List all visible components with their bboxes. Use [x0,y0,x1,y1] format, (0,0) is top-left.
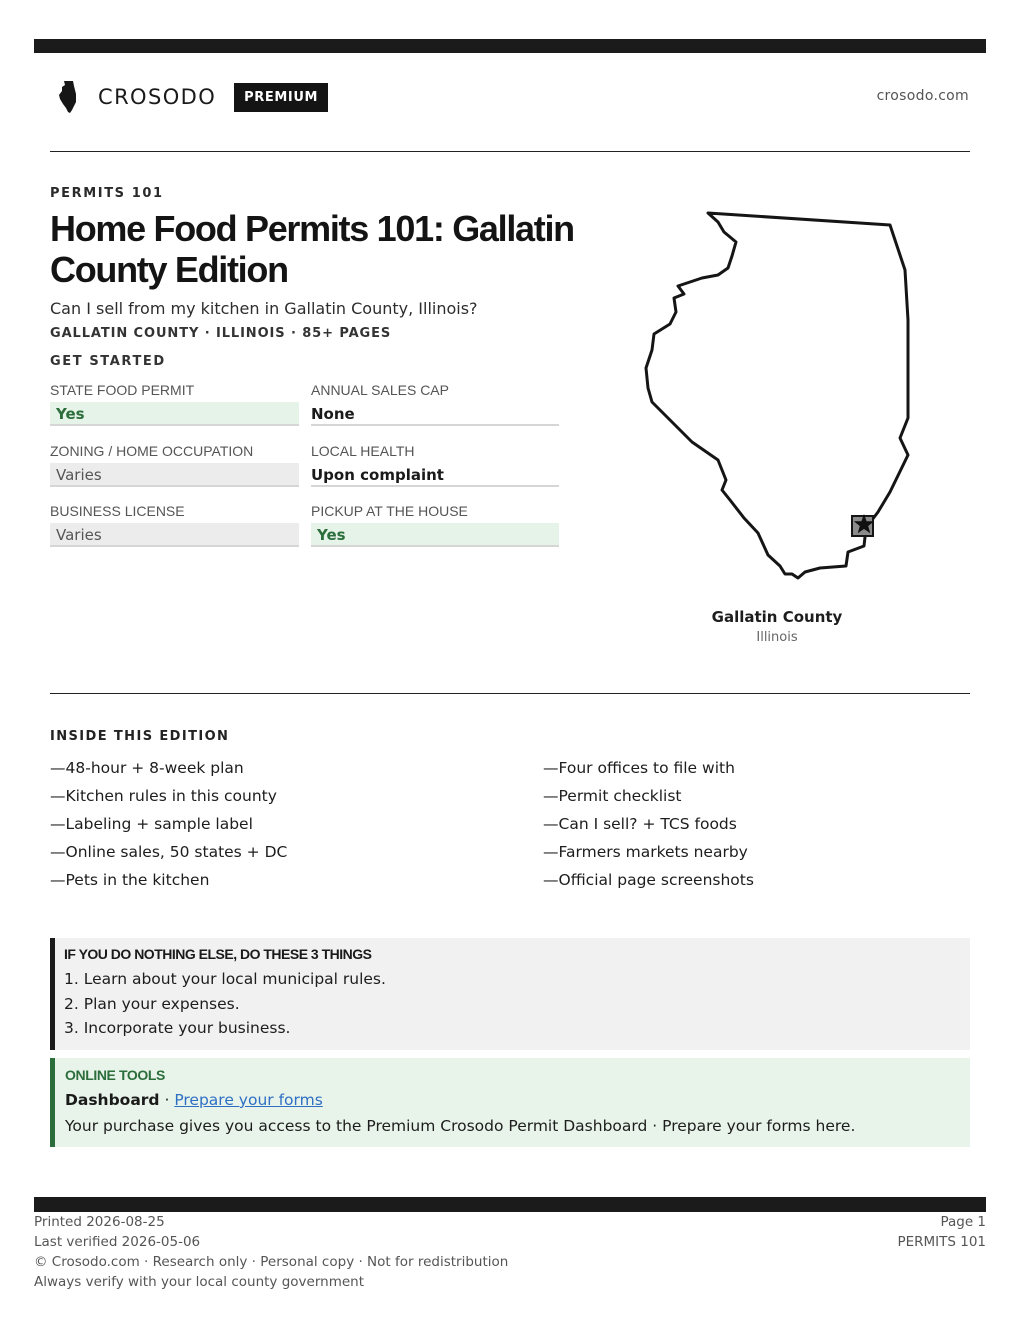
brand[interactable] [58,80,328,114]
fact-business-license [50,501,299,557]
inside-heading: INSIDE THIS EDITION [50,729,230,744]
fact-label: ZONING / HOME OCCUPATION [50,443,254,459]
fact-pickup [311,501,559,557]
toc-left [50,757,287,897]
toc-item: —Labeling + sample label [50,815,253,833]
online-tools-links [65,1089,970,1111]
priority-item: 3. Incorporate your business. [64,1019,291,1037]
page-meta: GALLATIN COUNTY · ILLINOIS · 85+ PAGES [50,326,392,341]
fact-value: Upon complaint [311,463,559,487]
priority-box [50,938,970,1050]
toc-item: —Permit checklist [543,787,682,805]
toc-item: —Online sales, 50 states + DC [50,843,288,861]
footer-left [34,1212,508,1292]
toc-item: —Kitchen rules in this county [50,787,277,805]
get-started-heading: GET STARTED [50,354,166,369]
map-caption-county: Gallatin County [711,608,843,626]
toc-right [543,757,754,897]
county-map [630,200,925,590]
fact-value: None [311,402,559,426]
dashboard-label: Dashboard [65,1091,160,1109]
footer-printed: Printed 2026-08-25 [34,1214,165,1230]
kicker: PERMITS 101 [50,186,164,201]
brand-name: CROSODO [98,85,217,109]
online-tools-text: Your purchase gives you access to the Premium Crosodo Permit Dashboard · Prepare your forms here. [65,1117,856,1135]
fact-state-food-permit [50,380,299,436]
fact-label: ANNUAL SALES CAP [311,382,449,398]
fact-label: STATE FOOD PERMIT [50,382,195,398]
footer-right [897,1212,986,1252]
divider [50,693,970,694]
fact-value: Varies [50,523,299,547]
fact-label: BUSINESS LICENSE [50,503,185,519]
toc-item: —Official page screenshots [543,871,754,889]
map-caption-state: Illinois [756,630,798,645]
footer-section: PERMITS 101 [897,1234,986,1250]
fact-label: PICKUP AT THE HOUSE [311,503,468,519]
toc-item: —48-hour + 8-week plan [50,759,244,777]
link-separator: · [159,1091,175,1109]
toc-item: —Can I sell? + TCS foods [543,815,737,833]
fact-label: LOCAL HEALTH [311,443,415,459]
fact-annual-sales-cap [311,380,559,436]
site-url[interactable]: crosodo.com [876,88,969,104]
bottom-bar [34,1197,986,1212]
footer-verified: Last verified 2026-05-06 [34,1234,201,1250]
footer-verify-note: Always verify with your local county government [34,1274,364,1290]
footer-page: Page 1 [940,1214,986,1230]
priority-item: 2. Plan your expenses. [64,994,240,1013]
top-bar [34,39,986,53]
toc-item: —Farmers markets nearby [543,843,748,861]
toc-item: —Pets in the kitchen [50,871,210,889]
premium-badge: PREMIUM [234,83,328,112]
prepare-forms-link[interactable]: Prepare your forms [174,1091,323,1109]
illinois-silhouette-icon [58,80,82,114]
fact-zoning [50,441,299,497]
page-title: Home Food Permits 101: Gallatin County Edition [50,208,574,290]
priority-heading: IF YOU DO NOTHING ELSE, DO THESE 3 THINGS [64,946,372,962]
fact-local-health [311,441,559,497]
fact-value: Varies [50,463,299,487]
toc-item: —Four offices to file with [543,759,735,777]
divider [50,151,970,152]
online-tools-heading: ONLINE TOOLS [65,1067,165,1083]
page-subtitle: Can I sell from my kitchen in Gallatin County, Illinois? [50,299,478,318]
priority-item: 1. Learn about your local municipal rules. [64,970,386,988]
fact-value: Yes [50,402,299,426]
illinois-outline-map [630,200,925,590]
fact-value: Yes [311,523,559,547]
footer-copyright: © Crosodo.com · Research only · Personal copy · Not for redistribution [34,1254,509,1270]
online-tools-box [50,1058,970,1147]
